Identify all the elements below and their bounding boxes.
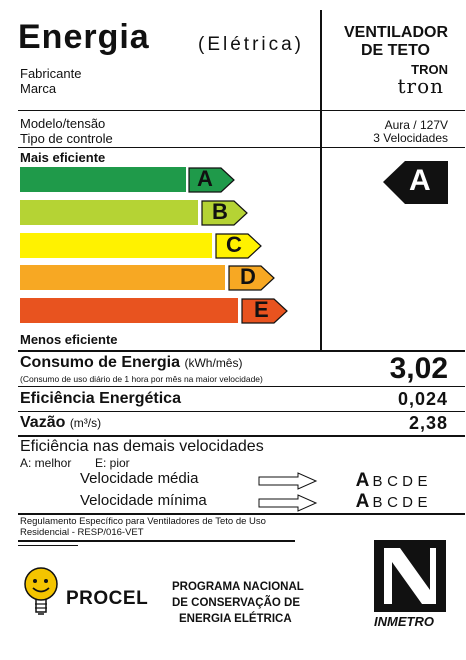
info-divider: [18, 110, 465, 111]
bar-d: [20, 265, 225, 290]
modelo-label: Modelo/tensão: [20, 116, 106, 131]
speed-medium-e: E: [417, 473, 428, 490]
speed-min-selected: A: [355, 491, 370, 512]
speed-min-label: Velocidade mínima: [80, 492, 207, 509]
speeds-bottom-divider: [18, 513, 465, 515]
procel-bulb-icon: [24, 566, 64, 624]
speed-min-e: E: [417, 494, 428, 511]
consumo-divider: [18, 386, 465, 387]
eficiencia-value: 0,024: [397, 389, 448, 409]
inmetro-logo-icon: [374, 540, 446, 612]
product-type-line2: DE TETO: [360, 42, 430, 59]
legend-best: A: melhor: [20, 456, 72, 470]
program-line2: DE CONSERVAÇÃO DE: [172, 597, 301, 609]
bar-d-letter: D: [240, 264, 256, 289]
bar-a-letter: A: [197, 166, 213, 191]
program-line3: ENERGIA ELÉTRICA: [179, 613, 292, 625]
speed-medium-c: C: [387, 473, 398, 490]
tipo-label: Tipo de controle: [20, 131, 113, 146]
consumo-label: Consumo de Energia: [20, 354, 181, 371]
bar-c: [20, 233, 212, 258]
procel-logo-text: PROCEL: [66, 588, 149, 609]
program-line1: PROGRAMA NACIONAL: [172, 581, 304, 593]
marca-label: Marca: [20, 81, 57, 96]
bar-e: [20, 298, 238, 323]
consumo-note: (Consumo de uso diário de 1 hora por mês na maior velocidade): [20, 374, 263, 384]
legend-worst: E: pior: [95, 456, 130, 470]
rating-letter: A: [409, 164, 431, 197]
eficiencia-label: Eficiência Energética: [20, 390, 181, 407]
label-subtitle: (Elétrica): [198, 34, 305, 55]
speed-min-d: D: [402, 494, 413, 511]
vazao-value: 2,38: [408, 413, 448, 433]
eficiencia-divider: [18, 411, 465, 412]
speed-medium-b: B: [372, 473, 383, 490]
product-type-line1: VENTILADOR: [344, 24, 448, 41]
speed-min-arrow: [258, 494, 318, 512]
vertical-divider: [320, 10, 322, 350]
vazao-row: [20, 414, 101, 432]
speed-min-rating: [355, 491, 430, 513]
regulation-line2: Residencial - RESP/016-VET: [20, 527, 144, 538]
scale-top-divider: [18, 147, 465, 148]
speed-min-b: B: [372, 494, 383, 511]
vazao-unit: (m³/s): [69, 416, 102, 430]
consumo-unit: (kWh/mês): [184, 356, 243, 370]
tipo-value: 3 Velocidades: [373, 131, 448, 145]
speed-medium-rating: [355, 470, 430, 492]
consumo-value: 3,02: [389, 352, 448, 385]
bar-b-letter: B: [212, 199, 228, 224]
bar-a: [20, 167, 186, 192]
fabricante-label: Fabricante: [20, 66, 82, 81]
bar-b: [20, 200, 198, 225]
inmetro-logo-text: INMETRO: [374, 614, 434, 629]
metrics-bottom-divider: [18, 435, 465, 437]
bar-c-letter: C: [226, 232, 242, 257]
speed-medium-d: D: [402, 473, 413, 490]
scale-bottom-label: Menos eficiente: [20, 332, 118, 347]
other-speeds-title: Eficiência nas demais velocidades: [20, 438, 264, 455]
brand-name: TRON: [411, 62, 448, 77]
speed-medium-arrow: [258, 472, 318, 490]
brand-logo: tron: [397, 74, 444, 98]
regulation-underline: [18, 540, 295, 542]
bar-e-letter: E: [254, 297, 269, 322]
speed-medium-label: Velocidade média: [80, 470, 199, 487]
label-title: Energia: [18, 18, 150, 56]
regulation-underline-short: [18, 545, 78, 546]
regulation-line1: Regulamento Específico para Ventiladores de Teto de Uso: [20, 516, 266, 527]
modelo-value: Aura / 127V: [384, 118, 448, 132]
scale-top-label: Mais eficiente: [20, 150, 106, 165]
consumo-row: [20, 354, 242, 372]
speed-min-c: C: [387, 494, 398, 511]
vazao-label: Vazão: [20, 414, 66, 431]
speed-medium-selected: A: [355, 470, 370, 491]
